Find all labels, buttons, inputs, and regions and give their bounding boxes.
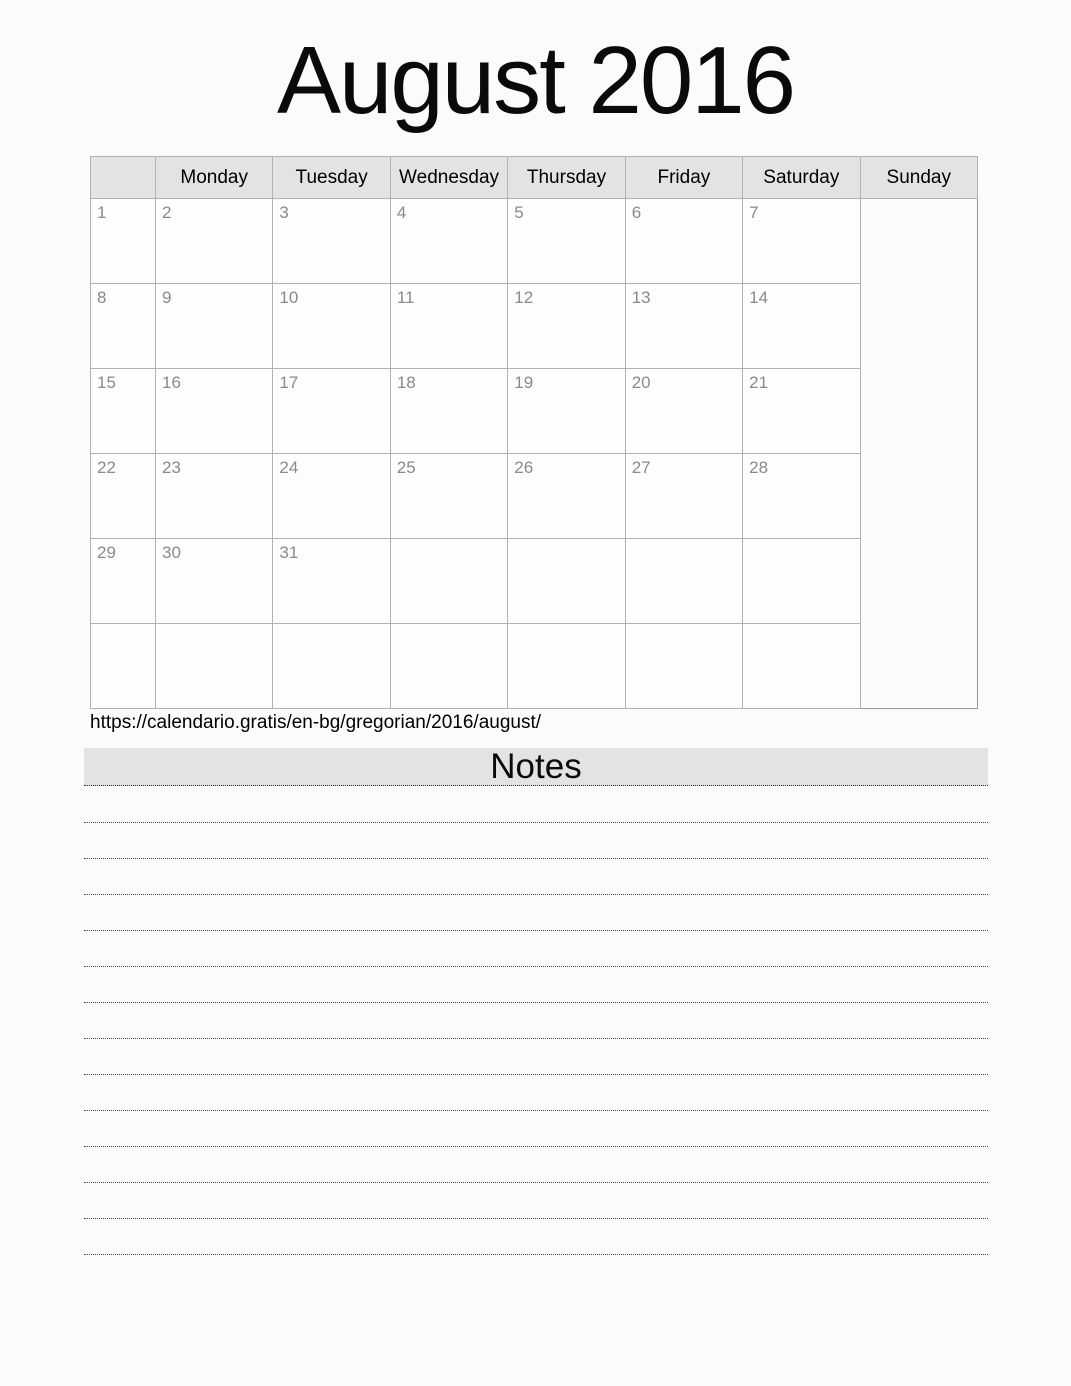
week-row-3 [91,369,978,454]
day-cell-15: 15 [91,369,156,454]
day-cell-11: 11 [390,284,507,369]
day-cell-29: 29 [91,539,156,624]
day-cell-empty [625,539,742,624]
note-rule-line-1 [84,787,988,823]
day-cell-empty [390,624,507,709]
week-row-1 [91,199,978,284]
day-cell-22: 22 [91,454,156,539]
day-cell-19: 19 [508,369,625,454]
day-cell-2: 2 [156,199,273,284]
day-cell-4: 4 [390,199,507,284]
day-cell-30: 30 [156,539,273,624]
day-cell-13: 13 [625,284,742,369]
notes-header-bar [84,748,988,786]
note-rule-line-13 [84,1219,988,1255]
day-cell-empty [508,539,625,624]
notes-lined-area [84,787,988,1255]
day-cell-8: 8 [91,284,156,369]
day-header-thursday: Thursday [508,157,625,199]
calendar [90,156,978,709]
note-rule-line-2 [84,823,988,859]
week-row-5 [91,539,978,624]
day-cell-31: 31 [273,539,390,624]
day-header-tuesday: Tuesday [273,157,390,199]
day-cell-18: 18 [390,369,507,454]
day-cell-empty [156,624,273,709]
day-cell-23: 23 [156,454,273,539]
day-cell-26: 26 [508,454,625,539]
day-cell-12: 12 [508,284,625,369]
notes-title: Notes [490,747,582,786]
day-cell-9: 9 [156,284,273,369]
day-cell-empty [625,624,742,709]
day-cell-empty [743,539,860,624]
day-cell-empty [508,624,625,709]
week-row-6 [91,624,978,709]
day-cell-1: 1 [91,199,156,284]
calendar-left-margin-column [91,157,156,199]
day-cell-16: 16 [156,369,273,454]
note-rule-line-4 [84,895,988,931]
day-cell-14: 14 [743,284,860,369]
note-rule-line-3 [84,859,988,895]
day-header-wednesday: Wednesday [390,157,507,199]
week-row-4 [91,454,978,539]
day-header-saturday: Saturday [743,157,860,199]
day-cell-6: 6 [625,199,742,284]
day-cell-5: 5 [508,199,625,284]
note-rule-line-6 [84,967,988,1003]
note-rule-line-12 [84,1183,988,1219]
day-cell-empty [91,624,156,709]
calendar-table [90,156,978,709]
source-url-text: https://calendario.gratis/en-bg/gregorian/2016/august/ [90,712,542,733]
note-rule-line-5 [84,931,988,967]
day-cell-24: 24 [273,454,390,539]
note-rule-line-11 [84,1147,988,1183]
note-rule-line-8 [84,1039,988,1075]
day-cell-empty [743,624,860,709]
day-cell-3: 3 [273,199,390,284]
day-header-sunday: Sunday [860,157,977,199]
note-rule-line-7 [84,1003,988,1039]
day-header-monday: Monday [156,157,273,199]
page-title: August 2016 [276,27,795,134]
day-cell-21: 21 [743,369,860,454]
day-cell-17: 17 [273,369,390,454]
week-row-2 [91,284,978,369]
day-cell-27: 27 [625,454,742,539]
day-cell-empty [273,624,390,709]
day-cell-7: 7 [743,199,860,284]
note-rule-line-10 [84,1111,988,1147]
day-cell-10: 10 [273,284,390,369]
day-cell-empty [390,539,507,624]
calendar-header-row [91,157,978,199]
day-cell-20: 20 [625,369,742,454]
note-rule-line-9 [84,1075,988,1111]
day-cell-28: 28 [743,454,860,539]
day-header-friday: Friday [625,157,742,199]
day-cell-25: 25 [390,454,507,539]
